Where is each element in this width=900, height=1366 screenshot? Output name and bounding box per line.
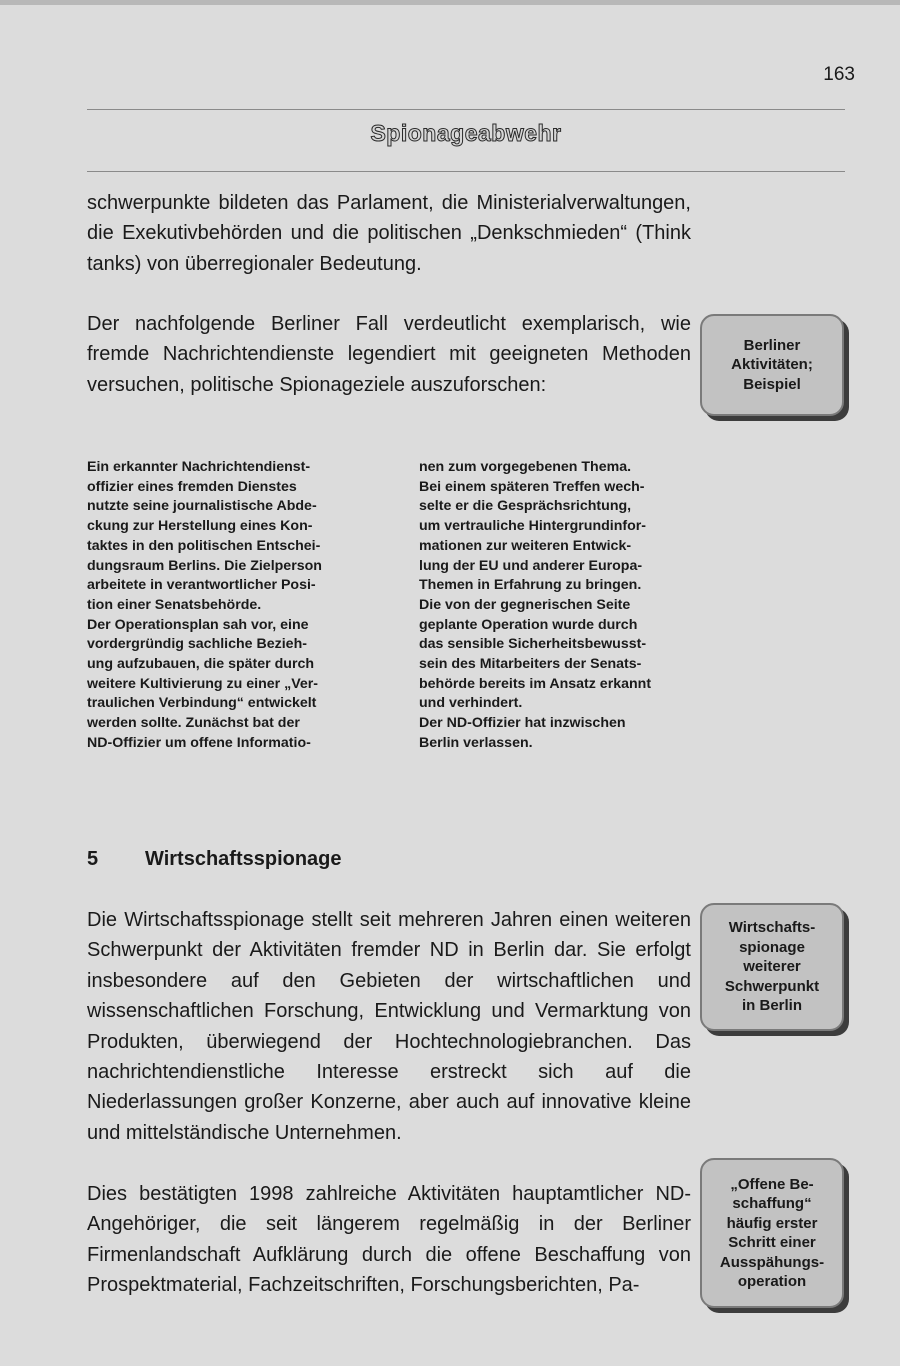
margin-note-line: Aktivitäten; [731, 356, 813, 374]
margin-note-economic-espionage [700, 903, 844, 1031]
case-box-right-column [419, 458, 691, 754]
case-box-line: ckung zur Herstellung eines Kon- [87, 518, 313, 535]
case-box-line: taktes in den politischen Entschei- [87, 537, 321, 554]
case-box-line: lung der EU und anderer Europa- [419, 557, 643, 574]
case-box-line: dungsraum Berlins. Die Zielperson [87, 557, 322, 574]
intro-paragraph: schwerpunkte bildeten das Parlament, die Ministerialverwaltungen, die Exekutivbehörden und die politischen „Denkschmieden“ (Think tanks) von überregionaler Bedeutung. [87, 192, 691, 275]
case-box-line: das sensible Sicherheitsbewusst- [419, 636, 647, 653]
margin-note-line: häufig erster [726, 1214, 818, 1232]
case-box-line: Der Operationsplan sah vor, eine [87, 616, 309, 633]
case-box-left-column [87, 458, 359, 754]
margin-note-open-procurement [700, 1158, 844, 1308]
page-number: 163 [823, 64, 855, 85]
section-heading [87, 848, 342, 871]
case-box-line: Bei einem späteren Treffen wech- [419, 478, 645, 495]
berlin-case-paragraph: Der nachfolgende Berliner Fall verdeutlicht exemplarisch, wie fremde Nachrichtendienste legendiert mit geeigneten Methoden versuchen, politische Spionageziele auszuforschen: [87, 313, 691, 396]
running-head: Spionageabwehr [370, 120, 562, 146]
section-number: 5 [87, 848, 99, 870]
case-box-line: Themen in Erfahrung zu bringen. [419, 577, 642, 594]
case-box-line: selte er die Gesprächsrichtung, [419, 498, 632, 515]
case-box-line: Die von der gegnerischen Seite [419, 596, 631, 613]
economic-espionage-paragraph: Die Wirtschaftsspionage stellt seit mehreren Jahren einen weiteren Schwerpunkt der Aktivitäten fremder ND in Berlin dar. Sie erfolgt insbesondere auf den Gebieten der wirtschaftlichen und wissenschaftlichen Forschung, Entwicklung und Vermarktung von Produkten, überwiegend der Hochtechnologiebranchen. Das nachrichtendienstliche Interesse erstreckt sich auf die Niederlassungen großer Konzerne, aber auch auf innovative kleine und mittelständische Unternehmen. [87, 909, 691, 1144]
header-rule-bottom [87, 171, 845, 172]
case-box-line: Berlin verlassen. [419, 734, 533, 751]
margin-note-line: „Offene Be- [730, 1175, 814, 1193]
case-box-line: ND-Offizier um offene Informatio- [87, 734, 311, 751]
margin-note-line: Berliner [743, 336, 801, 354]
case-box-line: nen zum vorgegebenen Thema. [419, 459, 632, 475]
case-box-line: Der ND-Offizier hat inzwischen [419, 715, 626, 732]
margin-note-line: Schwerpunkt [724, 977, 820, 995]
section-title: Wirtschaftsspionage [145, 848, 342, 870]
case-box-line: traulichen Verbindung“ entwickelt [87, 695, 317, 712]
procurement-paragraph: Dies bestätigten 1998 zahlreiche Aktivitäten hauptamtlicher ND-Angehöriger, die seit längerem regelmäßig in der Berliner Firmenlandschaft Aufklärung durch die offene Beschaffung von Prospektmaterial, Fachzeitschriften, Forschungsberichten, Pa- [87, 1183, 691, 1297]
margin-note-line: in Berlin [741, 997, 802, 1015]
margin-note-line: weiterer [743, 958, 801, 976]
case-box-line: mationen zur weiteren Entwick- [419, 537, 632, 554]
case-box-line: nutzte seine journalistische Abde- [87, 498, 317, 515]
case-box-line: werden sollte. Zunächst bat der [87, 715, 300, 732]
case-box-line: behörde bereits im Ansatz erkannt [419, 675, 652, 692]
margin-note-line: schaffung“ [732, 1195, 812, 1212]
margin-note-line: spionage [739, 938, 805, 956]
case-box-line: arbeitete in verantwortlicher Posi- [87, 577, 316, 594]
margin-note-line: Ausspähungs- [719, 1253, 825, 1271]
margin-note-line: Wirtschafts- [728, 919, 816, 937]
margin-note-line: operation [737, 1273, 807, 1290]
margin-note-berlin-activities [700, 314, 844, 416]
case-box-line: vordergründig sachliche Bezieh- [87, 636, 307, 653]
case-box-line: um vertrauliche Hintergrundinfor- [419, 518, 647, 535]
case-box-line: geplante Operation wurde durch [419, 616, 638, 633]
case-box-line: offizier eines fremden Dienstes [87, 478, 297, 495]
page-top-edge [0, 0, 900, 5]
margin-note-line: Schritt einer [728, 1234, 816, 1251]
case-box-line: tion einer Senatsbehörde. [87, 596, 262, 613]
margin-note-line: Beispiel [743, 375, 801, 393]
case-box-line: ung aufzubauen, die später durch [87, 656, 315, 673]
header-rule-top [87, 109, 845, 110]
case-box-line: sein des Mitarbeiters der Senats- [419, 656, 642, 673]
case-box-line: und verhindert. [419, 695, 523, 712]
case-box-line: Ein erkannter Nachrichtendienst- [87, 459, 311, 475]
case-box-line: weitere Kultivierung zu einer „Ver- [87, 675, 319, 692]
